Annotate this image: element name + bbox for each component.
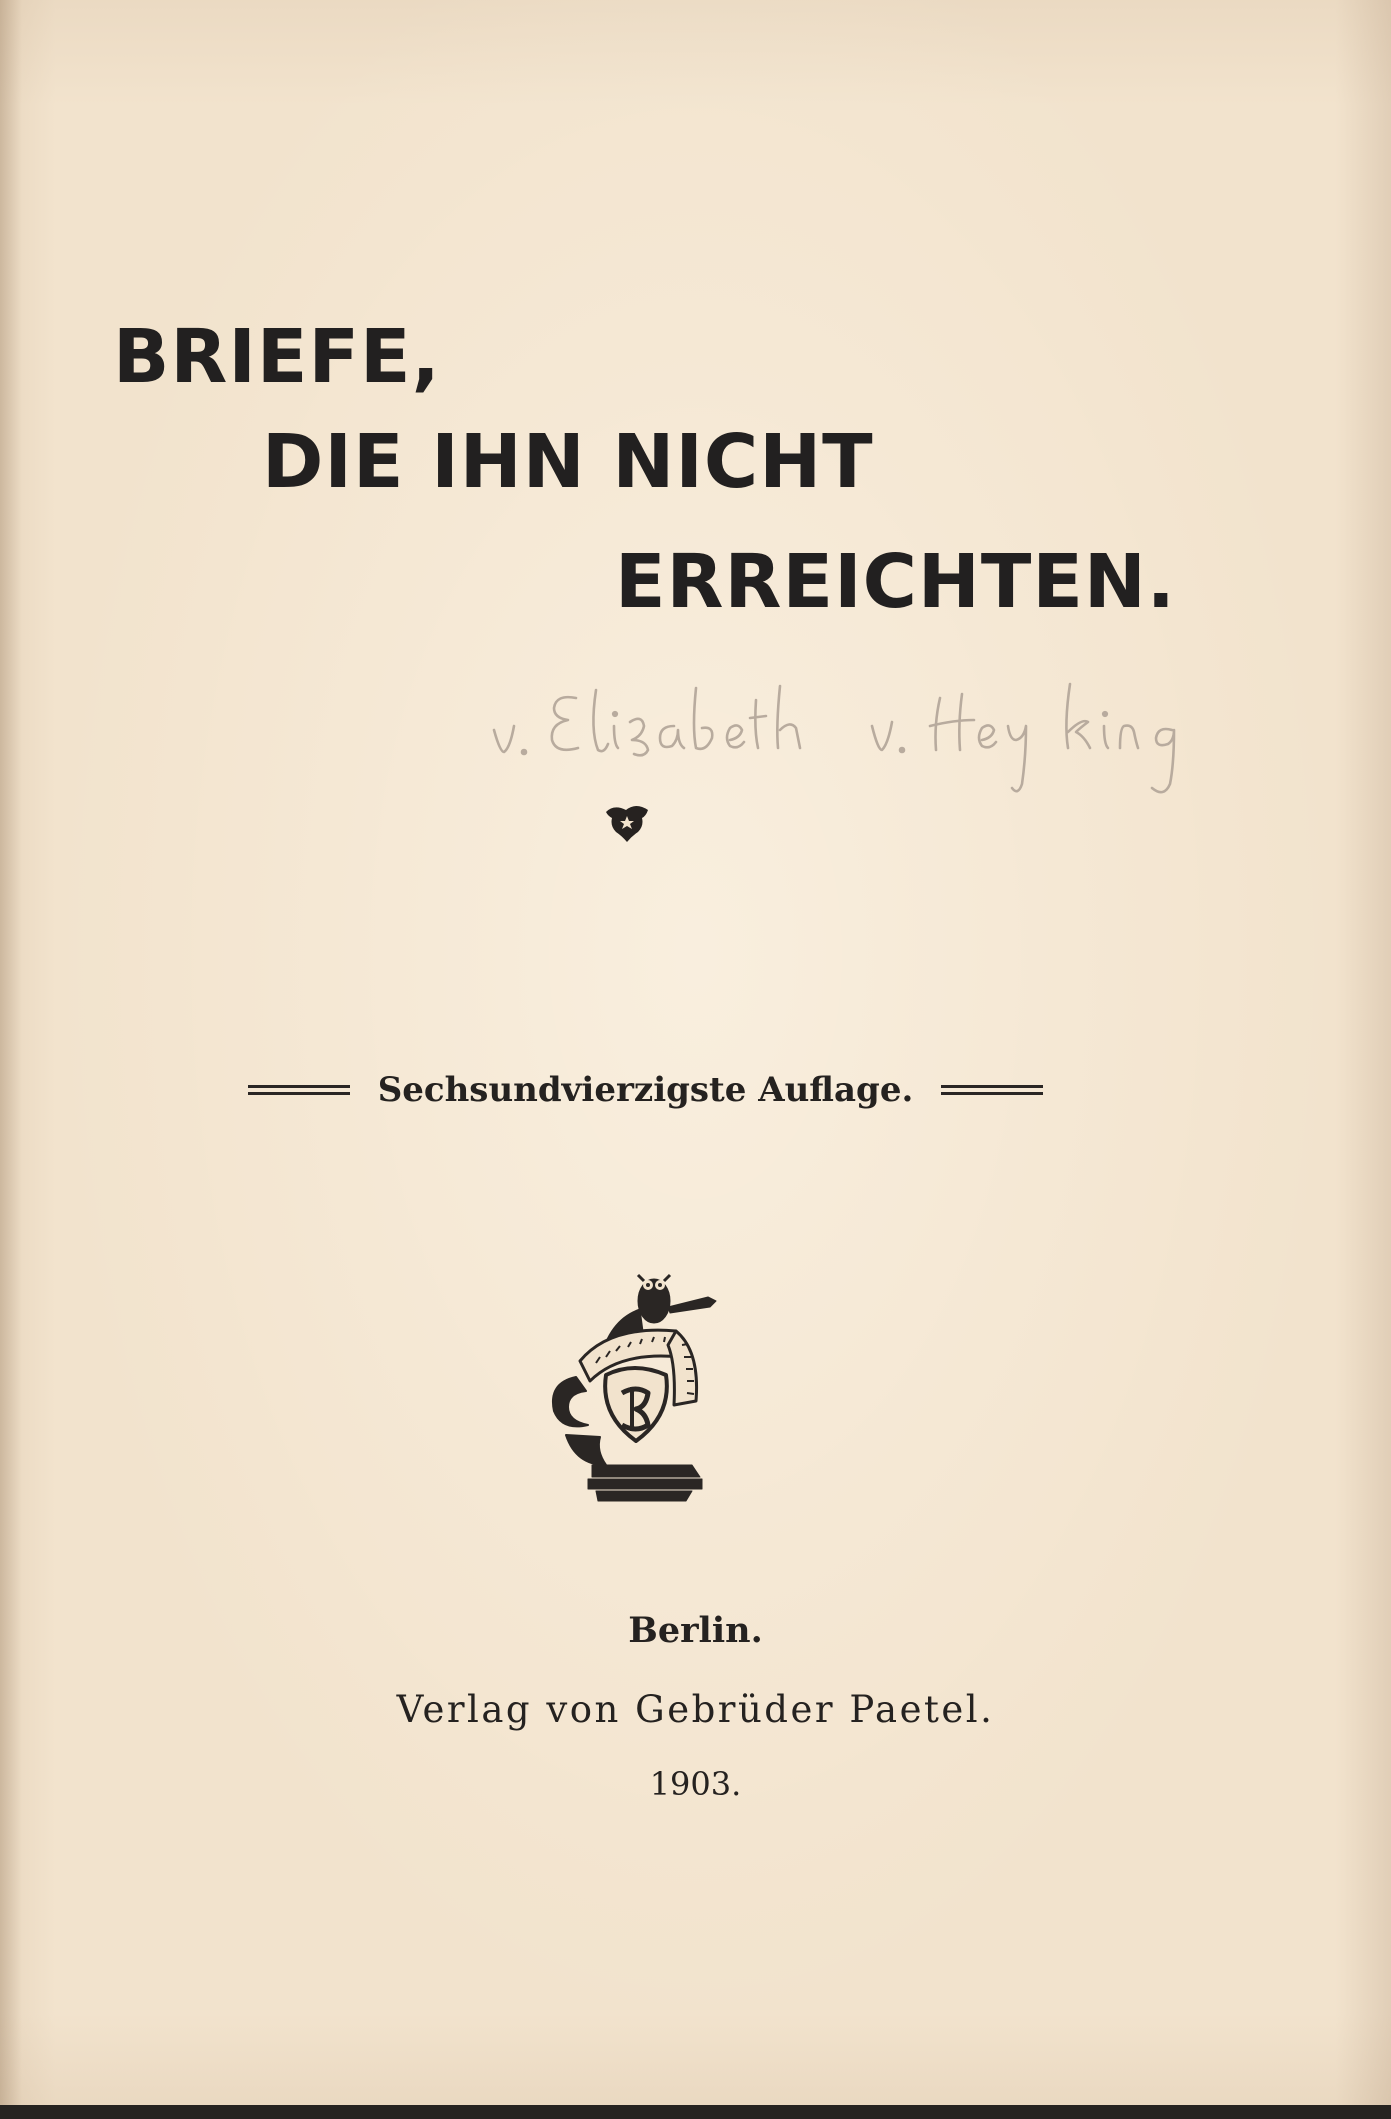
handwritten-inscription	[484, 660, 1334, 800]
right-double-rule	[941, 1085, 1043, 1095]
title-line-1: BRIEFE,	[113, 314, 441, 400]
edition-text: Sechsundvierzigste Auflage.	[377, 1070, 914, 1110]
left-double-rule	[248, 1085, 350, 1095]
printers-ornament-icon	[604, 802, 650, 844]
edition-row	[248, 1065, 1043, 1115]
title-line-3: ERREICHTEN.	[615, 539, 1176, 625]
publisher-emblem-icon	[536, 1265, 726, 1520]
imprint-year: 1903.	[649, 1765, 742, 1803]
imprint-publisher: Verlag von Gebrüder Paetel.	[396, 1688, 995, 1731]
page-bottom-edge	[0, 2105, 1391, 2119]
imprint-city: Berlin.	[628, 1610, 763, 1651]
title-line-2: DIE IHN NICHT	[262, 419, 874, 505]
